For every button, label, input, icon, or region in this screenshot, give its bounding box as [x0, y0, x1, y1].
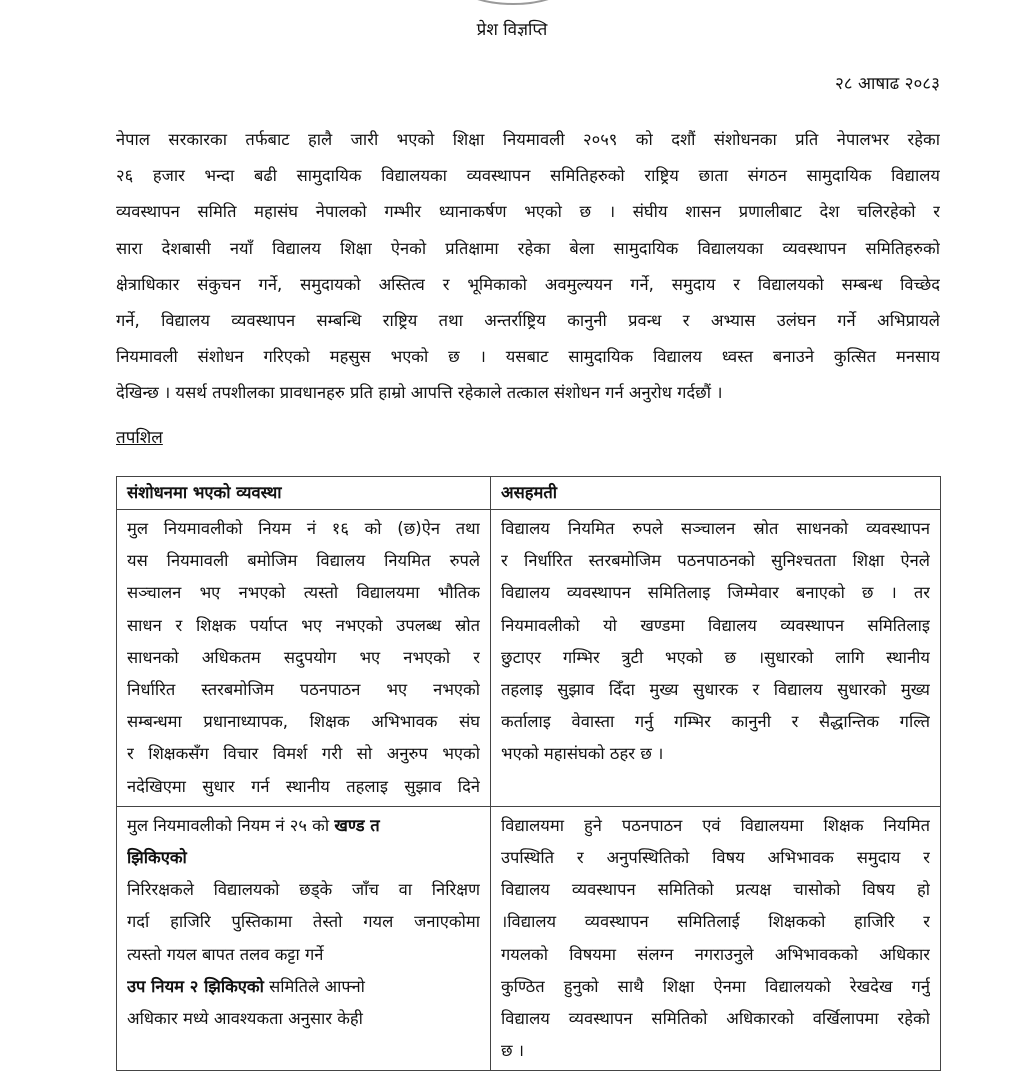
cell-line: यस नियमावली बमोजिम विद्यालय नियमित रुपले	[127, 551, 480, 571]
cell-line: साधन र शिक्षक पर्याप्त भए नभएको उपलब्ध स्रोत	[127, 615, 480, 635]
intro-line: २६ हजार भन्दा बढी सामुदायिक विद्यालयका व्यवस्थापन समितिहरुको राष्ट्रिय छाता संगठन सामुदायिक विद्यालय	[116, 166, 940, 186]
intro-line: नियमावली संशोधन गरिएको महसुस भएको छ । यसबाट सामुदायिक विद्यालय ध्वस्त बनाउने कुत्सित मनसाय	[116, 347, 940, 367]
cell-line: कर्तालाइ वेवास्ता गर्नु गम्भिर कानुनी र सैद्धान्तिक गल्ति	[501, 712, 930, 732]
cell-text-bold: खण्ड त	[334, 815, 380, 835]
cell-line: ।विद्यालय व्यवस्थापन समितिलाई शिक्षकको हाजिरि र	[501, 912, 930, 932]
emblem-seal	[448, 0, 578, 8]
cell-text-bold: उप नियम २ झिकिएको	[127, 976, 264, 996]
cell-line	[127, 971, 480, 1003]
cell-line: निरिरक्षकले विद्यालयको छड्के जाँच वा निरिक्षण	[127, 880, 480, 900]
intro-paragraph	[116, 122, 940, 412]
cell-line	[127, 810, 480, 842]
cell-line: र शिक्षकसँग विचार विमर्श गरी सो अनुरुप भएको	[127, 744, 480, 764]
intro-line: गर्ने, विद्यालय व्यवस्थापन सम्बन्धि राष्ट्रिय तथा अन्तर्राष्ट्रिय कानुनी प्रवन्ध र अभ्यास उलंघन गर्ने अभिप्रायले	[116, 311, 940, 331]
cell-line: विद्यालय व्यवस्थापन समितिको अधिकारको वर्खिलापमा रहेको	[501, 1009, 930, 1029]
intro-line: नेपाल सरकारका तर्फबाट हालै जारी भएको शिक्षा नियमावली २०५९ को दशौं संशोधनका प्रति नेपालभर रहेका	[116, 130, 940, 149]
cell-line: अधिकार मध्ये आवश्यकता अनुसार केही	[127, 1009, 363, 1029]
provision-cell	[117, 806, 491, 1071]
cell-line: भएको महासंघको ठहर छ ।	[501, 744, 664, 764]
intro-line: देखिन्छ । यसर्थ तपशीलका प्रावधानहरु प्रति हाम्रो आपत्ति रहेकाले तत्काल संशोधन गर्न अनुरोध गर्दछौं ।	[116, 383, 723, 403]
cell-line: नियमावलीको यो खण्डमा विद्यालय व्यवस्थापन समितिलाइ	[501, 615, 930, 635]
cell-line: गर्दा हाजिरि पुस्तिकामा तेस्तो गयल जनाएकोमा	[127, 912, 480, 932]
cell-line: विद्यालय व्यवस्थापन समितिको प्रत्यक्ष चासोको विषय हो	[501, 880, 930, 900]
disagreement-cell	[491, 806, 941, 1071]
cell-line: विद्यालयमा हुने पठनपाठन एवं विद्यालयमा शिक्षक नियमित	[501, 815, 930, 835]
cell-line: सम्बन्धमा प्रधानाध्यापक, शिक्षक अभिभावक संघ	[127, 712, 480, 732]
cell-line: साधनको अधिकतम सदुपयोग भए नभएको र	[127, 647, 480, 667]
table-row	[117, 510, 941, 807]
cell-line: सञ्चालन भए नभएको त्यस्तो विद्यालयमा भौतिक	[127, 583, 480, 603]
column-header-disagreement: असहमती	[491, 477, 941, 510]
cell-text: मुल नियमावलीको नियम नं २५ को	[127, 815, 335, 835]
cell-line: तहलाइ सुझाव दिँदा मुख्य सुधारक र विद्यालय सुधारको मुख्य	[501, 680, 930, 700]
cell-line: निर्धारित स्तरबमोजिम पठनपाठन भए नभएको	[127, 680, 480, 700]
cell-line: विद्यालय व्यवस्थापन समितिलाइ जिम्मेवार बनाएको छ । तर	[501, 583, 930, 603]
table-header-row	[117, 477, 941, 510]
cell-text: समितिले आफ्नो	[263, 976, 365, 996]
cell-line: र निर्धारित स्तरबमोजिम पठनपाठनको सुनिश्चतता शिक्षा ऐनले	[501, 551, 930, 571]
cell-line: छ ।	[501, 1041, 525, 1061]
intro-line: क्षेत्राधिकार संकुचन गर्ने, समुदायको अस्तित्व र भूमिकाको अवमुल्ययन गर्ने, समुदाय र विद्यालयको सम्बन्ध विच्छेद	[116, 274, 940, 294]
column-header-provision: संशोधनमा भएको व्यवस्था	[117, 477, 491, 510]
cell-line-bold: झिकिएको	[127, 848, 187, 868]
cell-line: कुण्ठित हुनुको साथै शिक्षा ऐनमा विद्यालयको रेखदेख गर्नु	[501, 976, 930, 996]
cell-line: विद्यालय नियमित रुपले सञ्चालन स्रोत साधनको व्यवस्थापन	[501, 519, 930, 538]
details-table	[116, 476, 941, 1071]
cell-line: नदेखिएमा सुधार गर्न स्थानीय तहलाइ सुझाव दिने	[127, 776, 480, 796]
cell-line: उपस्थिति र अनुपस्थितिको विषय अभिभावक समुदाय र	[501, 848, 930, 868]
intro-line: सारा देशबासी नयाँ विद्यालय शिक्षा ऐनको प्रतिक्षामा रहेका बेला सामुदायिक विद्यालयका व्यवस्थापन समितिहरुको	[116, 238, 940, 258]
details-label: तपशिल	[116, 428, 163, 448]
cell-line: त्यस्तो गयल बापत तलव कट्टा गर्ने	[127, 944, 324, 964]
press-date: २८ आषाढ २०८३	[834, 74, 940, 94]
page-title: प्रेश विज्ञप्ति	[476, 20, 548, 40]
intro-line: व्यवस्थापन समिति महासंघ नेपालको गम्भीर ध्यानाकर्षण भएको छ । संघीय शासन प्रणालीबाट देश चलिरहेको र	[116, 202, 940, 222]
provision-cell	[117, 510, 491, 807]
cell-line: गयलको विषयमा संलग्न नगराउनुले अभिभावकको अधिकार	[501, 944, 930, 964]
cell-line: मुल नियमावलीको नियम नं १६ को (छ)ऐन तथा	[127, 519, 480, 538]
table-row	[117, 806, 941, 1071]
cell-line: छुटाएर गम्भिर त्रुटी भएको छ ।सुधारको लागि स्थानीय	[501, 647, 930, 667]
disagreement-cell	[491, 510, 941, 807]
